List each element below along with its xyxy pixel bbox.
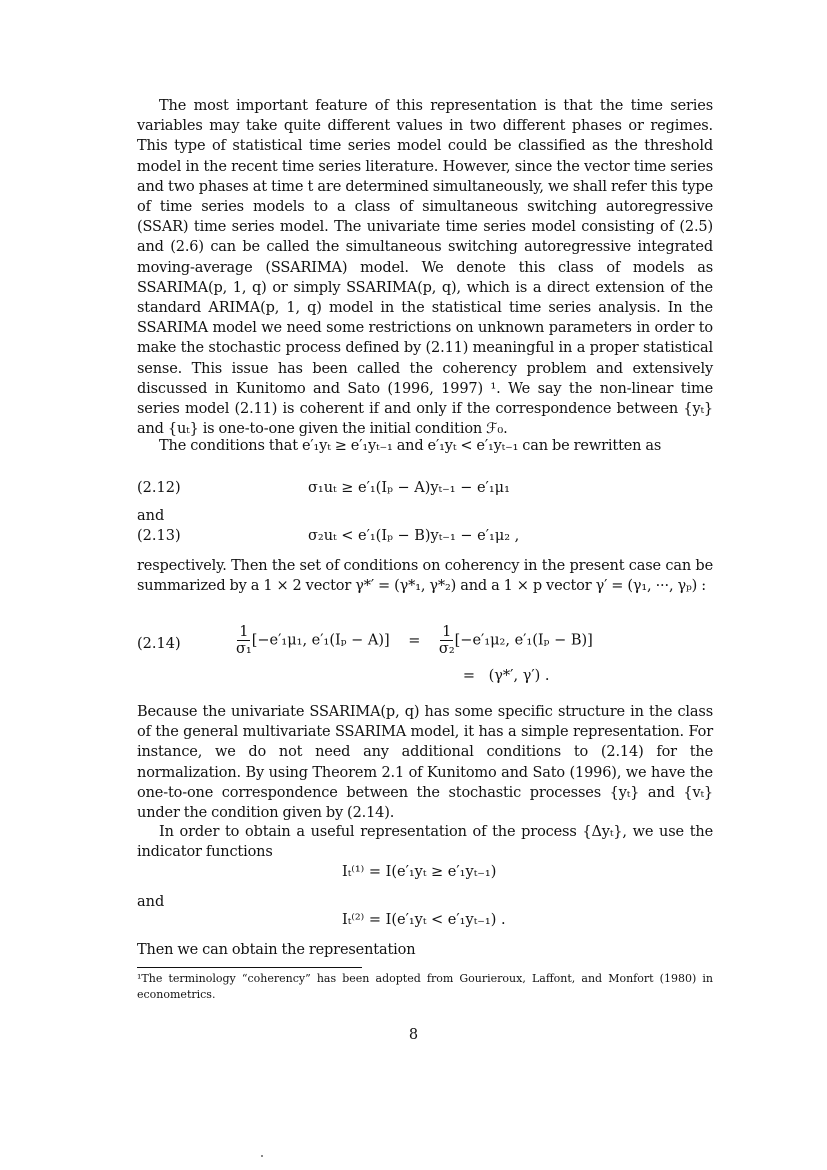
paragraph-coherency-vector: respectively. Then the set of conditions on coherency in the present case can be summarized by a 1 × 2 vector γ*′ = (γ*₁, γ*₂) and a 1 × p vector γ′ = (γ₁, ···, γₚ) : xyxy=(137,558,713,595)
paragraph-univariate-structure: Because the univariate SSARIMA(p, q) has some specific structure in the class of the general multivariate SSARIMA model, it has a simple representation. For instance, we do not need any additional conditions to (2.14) for the normalization. By using Theorem 2.1 of Kunitomo and Sato (1996), we have the one-to-one correspondence between the stochastic processes {yₜ} and {vₜ} under the condition given by (2.14). xyxy=(137,704,713,822)
scan-speck xyxy=(261,1155,263,1157)
and-connector: and xyxy=(137,508,165,524)
page-number: 8 xyxy=(408,1027,419,1043)
indicator-function-1: Iₜ⁽¹⁾ = I(e′₁yₜ ≥ e′₁yₜ₋₁) xyxy=(342,864,497,880)
equals-sign: = xyxy=(462,668,476,684)
equation-2-12: σ₁uₜ ≥ e′₁(Iₚ − A)yₜ₋₁ − e′₁μ₁ xyxy=(308,480,510,496)
paragraph-ssar-intro: The most important feature of this representation is that the time series variables may take quite different values in two different phases or regimes. This type of statistical time series model could be classified as the threshold model in the recent time series literature. However, since the vector time series and two phases at time t are determined simultaneously, we shall refer this type of time series models to a class of simultaneous switching autoregressive (SSAR) time series model. The univariate time series model consisting of (2.5) and (2.6) can be called the simultaneous switching autoregressive integrated moving-average (SSARIMA) model. We denote this class of models as SSARIMA(p, 1, q) or simply SSARIMA(p, q), which is a direct extension of the standard ARIMA(p, 1, q) model in the statistical time series analysis. In the SSARIMA model we need some restrictions on unknown parameters in order to make the stochastic process defined by (2.11) meaningful in a proper statistical sense. This issue has been called the coherency problem and extensively discussed in Kunitomo and Sato (1996, 1997) ¹. We say the non-linear time series model (2.11) is coherent if and only if the correspondence between {yₜ} and {uₜ} is one-to-one given the initial condition ℱ₀. xyxy=(137,98,713,438)
equals-sign: = xyxy=(408,632,421,649)
and-connector: and xyxy=(137,894,165,910)
equation-number-2-14: (2.14) xyxy=(137,636,181,652)
paragraph-indicator-functions: In order to obtain a useful representation of the process {Δyₜ}, we use the indicator functions xyxy=(137,824,713,861)
equation-number-2-13: (2.13) xyxy=(137,528,181,544)
equation-2-14-right: [−e′₁μ₂, e′₁(Iₚ − B)] xyxy=(454,632,593,649)
equation-2-14-line-1 xyxy=(236,624,593,657)
paragraph-conditions: The conditions that e′₁yₜ ≥ e′₁yₜ₋₁ and e′₁yₜ < e′₁yₜ₋₁ can be rewritten as xyxy=(159,438,662,454)
equation-2-14-line-2 xyxy=(454,668,550,684)
equation-2-14-left: [−e′₁μ₁, e′₁(Iₚ − A)] xyxy=(251,632,390,649)
indicator-function-2: Iₜ⁽²⁾ = I(e′₁yₜ < e′₁yₜ₋₁) . xyxy=(342,912,506,928)
footnote: ¹The terminology “coherency” has been adopted from Gourieroux, Laffont, and Monfort (1980) in econometrics. xyxy=(137,972,713,1001)
equation-2-13: σ₂uₜ < e′₁(Iₚ − B)yₜ₋₁ − e′₁μ₂ , xyxy=(308,528,520,544)
fraction-one-over-sigma1: $\frac{1}{\text{σ₁}}$ xyxy=(236,624,252,657)
equation-number-2-12: (2.12) xyxy=(137,480,181,496)
fraction-one-over-sigma2: $\frac{1}{\text{σ₂}}$ xyxy=(438,624,455,657)
footnote-rule xyxy=(137,967,362,968)
equation-2-14-result: (γ*′, γ′) . xyxy=(488,668,550,684)
paragraph-representation: Then we can obtain the representation xyxy=(137,942,416,958)
